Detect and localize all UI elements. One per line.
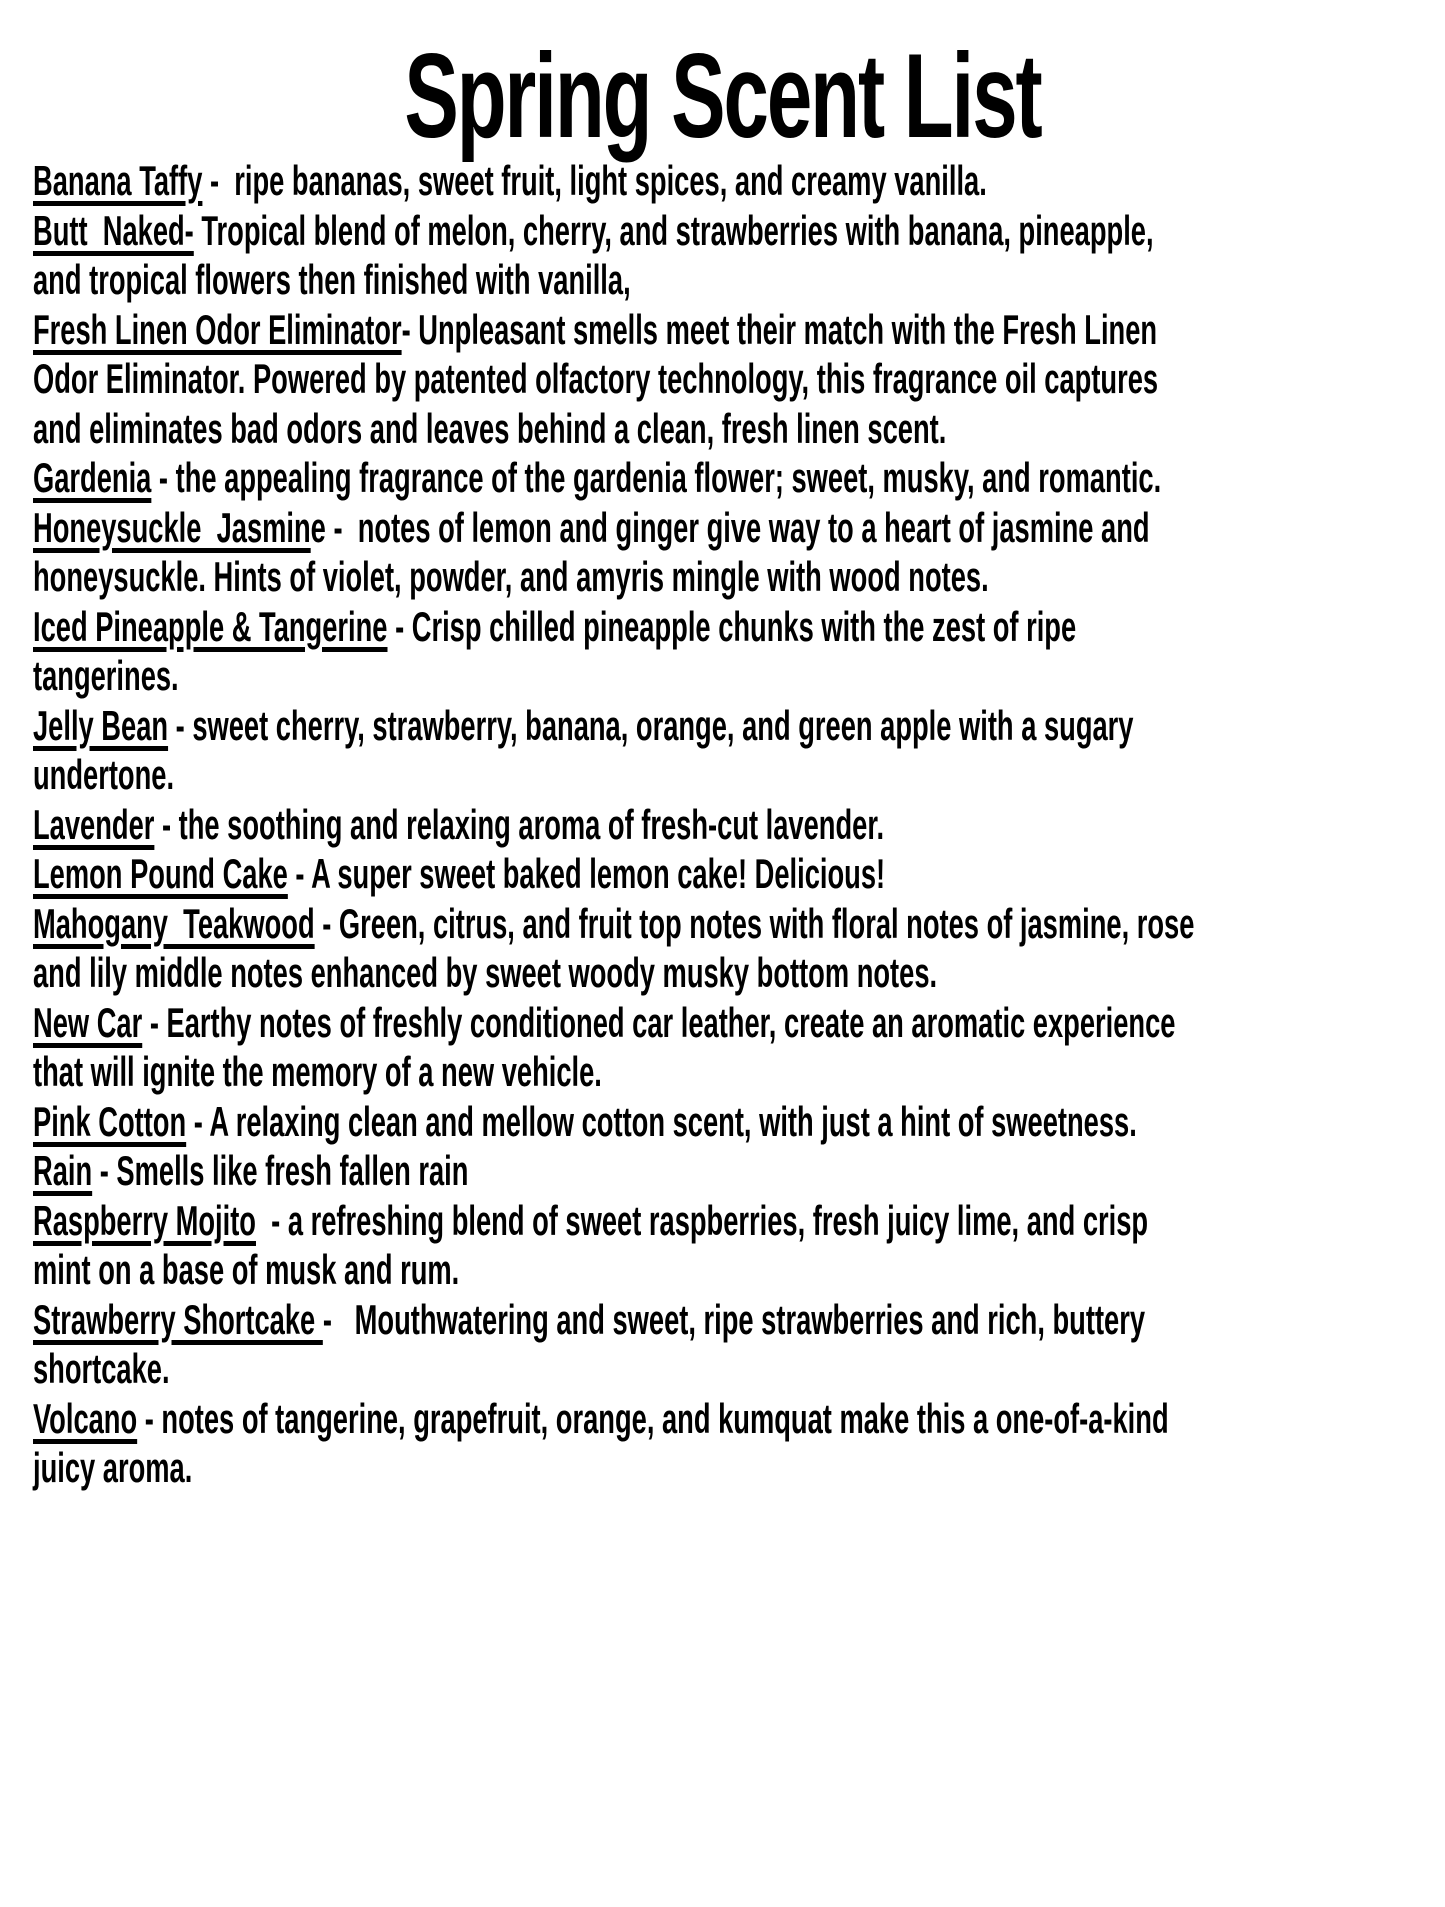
- scent-separator: -: [92, 1147, 117, 1194]
- scent-description: ripe bananas, sweet fruit, light spices, and creamy vanilla.: [234, 157, 987, 204]
- scent-entry: [33, 602, 1197, 701]
- scent-description: A super sweet baked lemon cake! Delicious!: [311, 850, 886, 897]
- scent-name: Volcano: [33, 1394, 138, 1442]
- scent-entry: [33, 1196, 1197, 1295]
- scent-name: Banana Taffy: [33, 157, 203, 204]
- scent-description: Unpleasant smells meet their match with the Fresh Linen Odor Eliminator. Powered by patented olfactory technology, this fragrance oil captures and eliminates bad odors and leaves behind a clean, fresh linen scent.: [33, 305, 1166, 452]
- scent-description: Smells like fresh fallen rain: [116, 1147, 469, 1194]
- scent-entry: [33, 849, 1197, 899]
- scent-separator: -: [325, 503, 358, 551]
- scent-description: A relaxing clean and mellow cotton scent, with just a hint of sweetness.: [209, 1097, 1137, 1145]
- scent-description: Tropical blend of melon, cherry, and strawberries with banana, pineapple, and tropical flowers then finished with vanilla,: [33, 206, 1162, 303]
- scent-description: the appealing fragrance of the gardenia flower; sweet, musky, and romantic.: [175, 454, 1162, 501]
- scent-entry: [33, 1295, 1197, 1394]
- scent-name: Jelly Bean: [33, 701, 169, 749]
- scent-description: sweet cherry, strawberry, banana, orange, and green apple with a sugary undertone.: [33, 701, 1142, 798]
- scent-entry: [33, 1146, 1197, 1196]
- scent-entry: [33, 156, 1197, 206]
- scent-separator: -: [168, 701, 193, 749]
- scent-name: Rain: [33, 1147, 93, 1194]
- scent-separator: -: [142, 998, 167, 1046]
- scent-name-tail: e: [310, 503, 326, 551]
- scent-description: notes of lemon and ginger give way to a heart of jasmine and honeysuckle. Hints of violet, powder, and amyris mingle with wood notes.: [33, 503, 1158, 600]
- document-page: [0, 29, 1445, 1907]
- scent-description: Green, citrus, and fruit top notes with floral notes of jasmine, rose and lily middle notes enhanced by sweet woody musky bottom notes.: [33, 899, 1203, 996]
- scent-separator: -: [186, 1097, 210, 1145]
- scent-separator: -: [137, 1394, 162, 1442]
- scent-entry: [33, 206, 1197, 305]
- scent-entry: [33, 998, 1197, 1097]
- scent-name: Butt Naked-: [33, 206, 194, 254]
- scent-separator: -: [154, 800, 179, 848]
- scent-entry: [33, 1097, 1197, 1147]
- scent-entry: [33, 305, 1197, 454]
- scent-description: Earthy notes of freshly conditioned car leather, create an aromatic experience that will ignite the memory of a new vehicle.: [33, 998, 1184, 1095]
- scent-entry: [33, 800, 1197, 850]
- scent-separator: -: [322, 1295, 355, 1343]
- scent-entry: [33, 701, 1197, 800]
- scent-name: Lavender: [33, 800, 155, 848]
- scent-name: Lemon Pound Cake: [33, 850, 288, 897]
- scent-separator: -: [401, 305, 419, 353]
- page-title: Spring Scent List: [404, 29, 1041, 163]
- scent-name: Honeysuckle Jasmin: [33, 503, 311, 551]
- scent-entry: [33, 503, 1197, 602]
- scent-description: a refreshing blend of sweet raspberries, fresh juicy lime, and crisp mint on a base of musk and rum.: [33, 1196, 1156, 1293]
- scent-name: Iced Pineapple & Tangerine: [33, 602, 388, 650]
- scent-entry: [33, 899, 1203, 998]
- scent-separator: [194, 207, 202, 254]
- scent-separator: -: [151, 454, 176, 501]
- scent-separator: -: [255, 1196, 288, 1244]
- scent-name: Gardenia: [33, 454, 152, 501]
- scent-name: Raspberry Mojito: [33, 1196, 256, 1244]
- scent-name: Fresh Linen Odor Eliminator: [33, 305, 402, 353]
- scent-entry: [33, 453, 1197, 503]
- scent-name: Mahogany Teakwood: [33, 899, 315, 947]
- scent-description: Crisp chilled pineapple chunks with the zest of ripe tangerines.: [33, 602, 1084, 699]
- scent-separator: -: [314, 899, 339, 947]
- scent-name: Pink Cotton: [33, 1097, 187, 1145]
- scent-list: [33, 156, 1203, 1493]
- scent-description: Mouthwatering and sweet, ripe strawberries and rich, buttery shortcake.: [33, 1295, 1153, 1392]
- scent-name: New Car: [33, 998, 143, 1046]
- scent-separator: -: [287, 850, 312, 897]
- scent-separator: -: [387, 602, 412, 650]
- scent-description: the soothing and relaxing aroma of fresh-cut lavender.: [178, 800, 885, 848]
- scent-description: notes of tangerine, grapefruit, orange, and kumquat make this a one-of-a-kind juicy aroma.: [33, 1394, 1177, 1491]
- scent-entry: [33, 1394, 1197, 1493]
- scent-separator: -: [202, 157, 235, 204]
- scent-name: Strawberry Shortcake: [33, 1295, 323, 1343]
